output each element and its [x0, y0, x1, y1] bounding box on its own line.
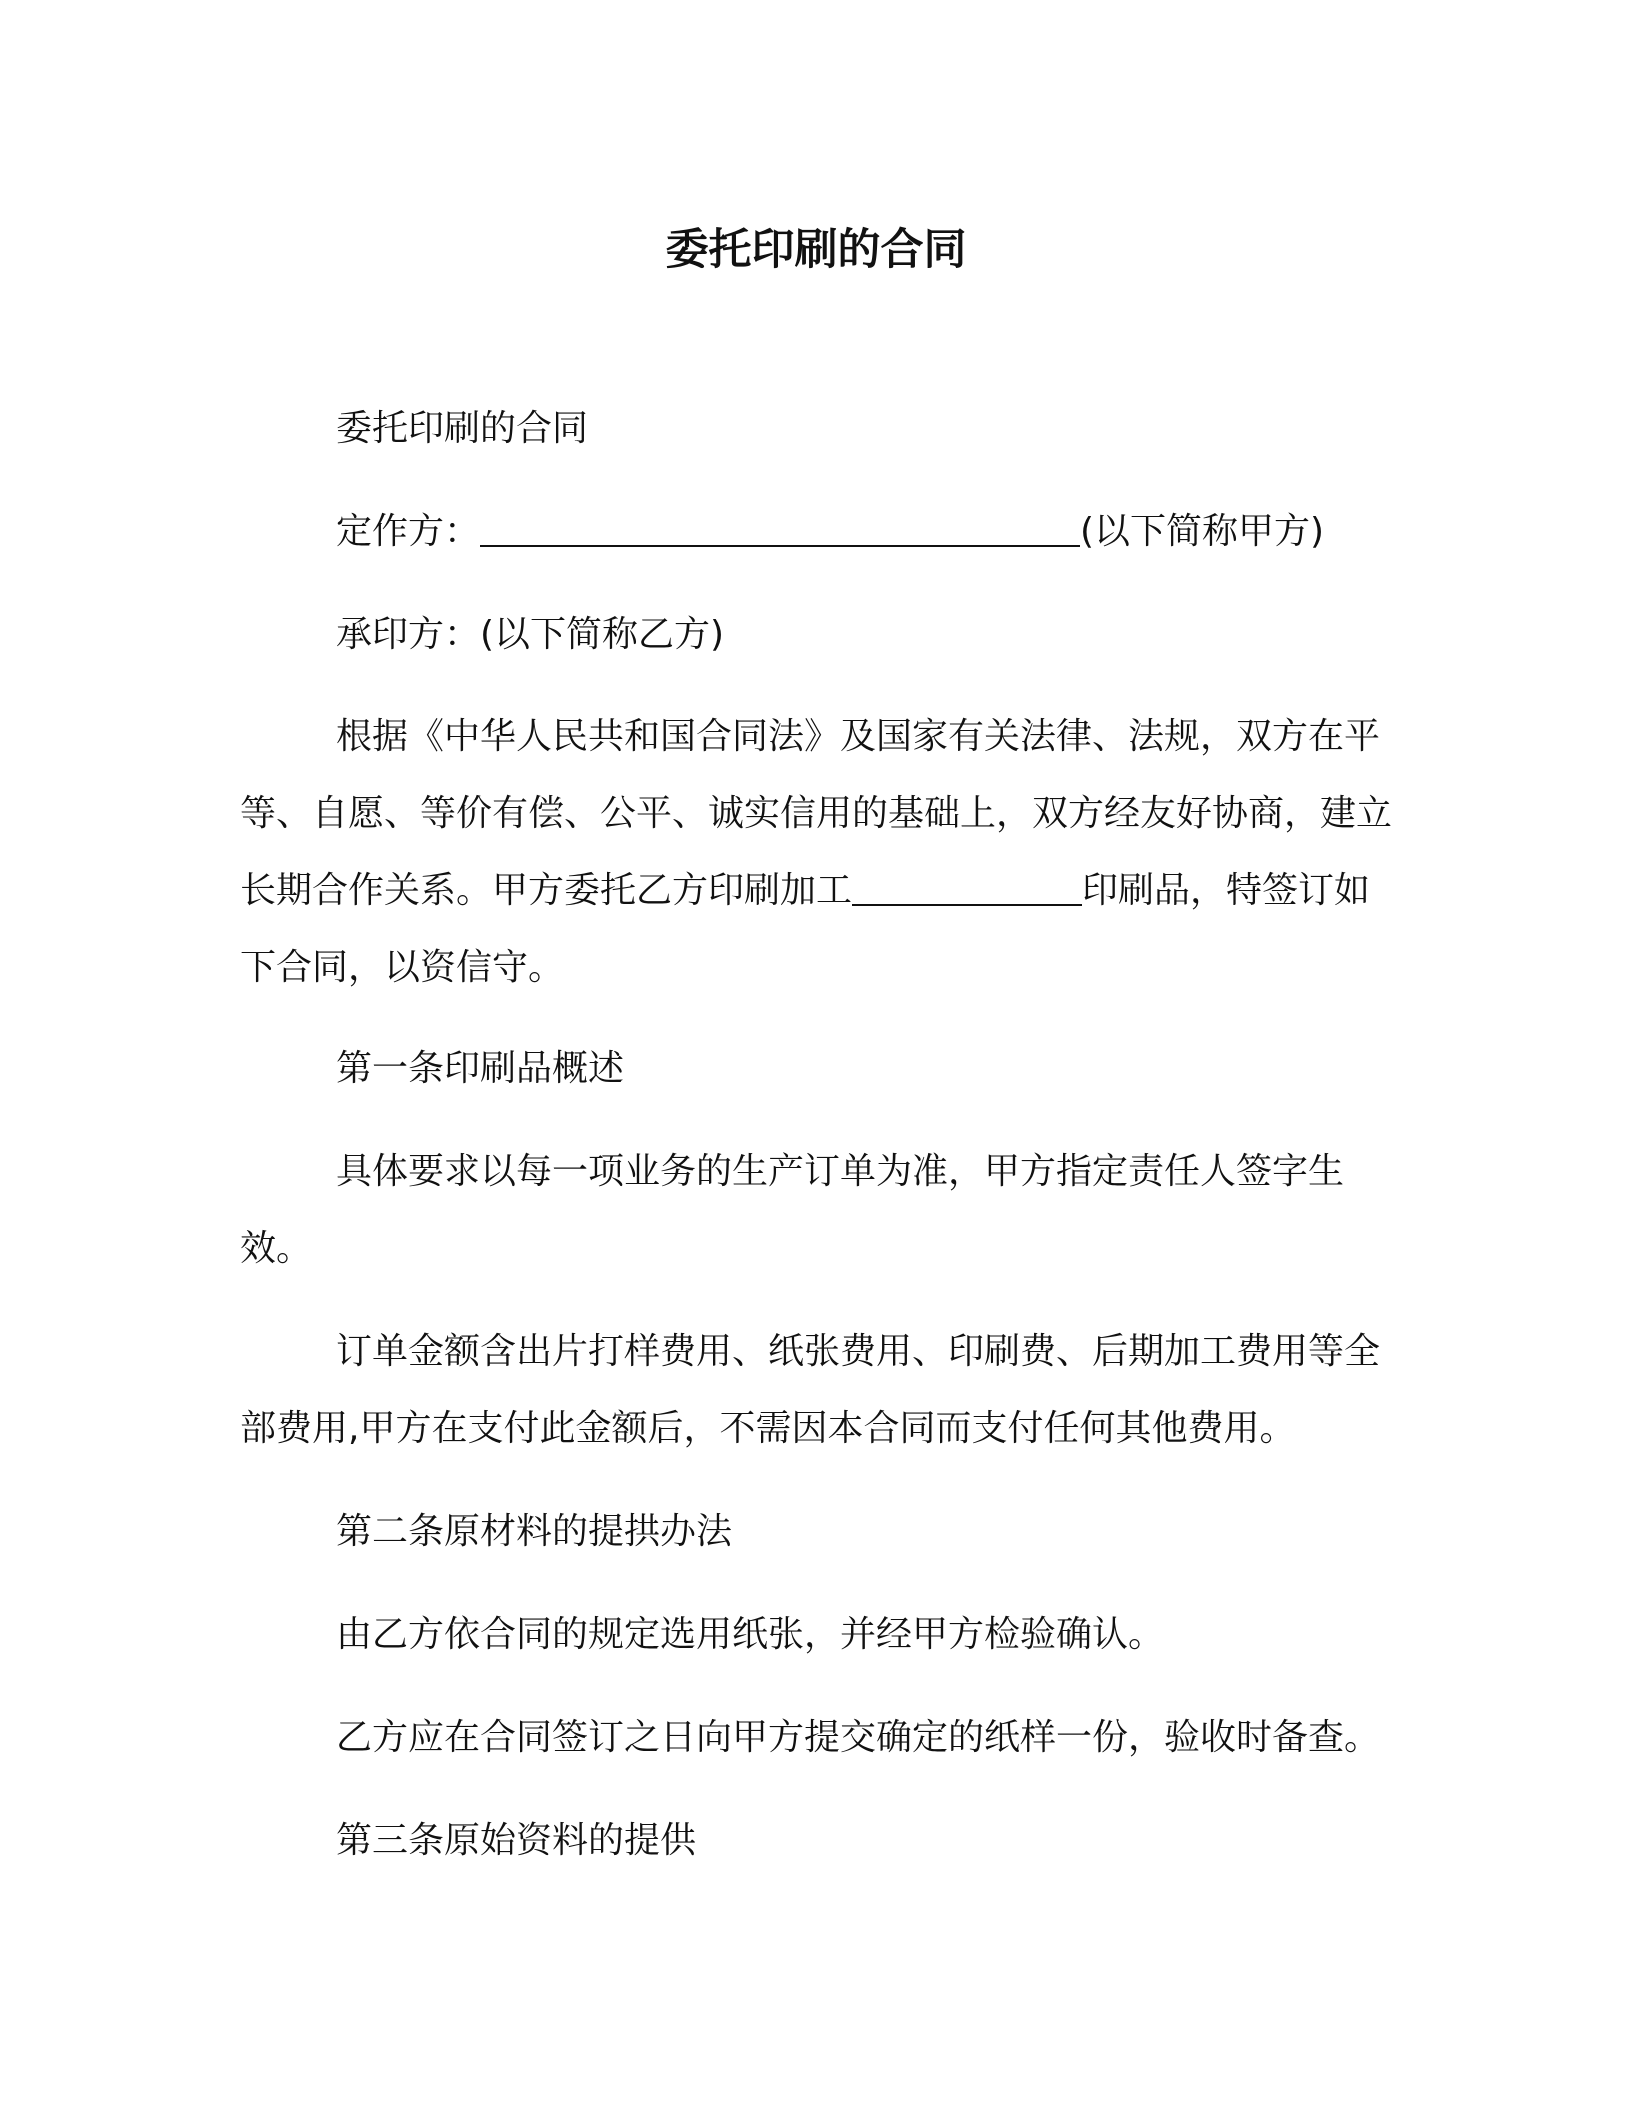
party-b-line: 承印方：(以下简称乙方) [336, 614, 725, 655]
document-title: 委托印刷的合同 [665, 225, 967, 275]
article1-paragraph-1: 具体要求以每一项业务的生产订单为准，甲方指定责任人签字生效。 [240, 1151, 1345, 1269]
party-a-label: 定作方： [336, 511, 481, 552]
preamble-text-2: 印刷品，特签订如下合同，以资信守。 [240, 870, 1371, 988]
article1-paragraph-2: 订单金额含出片打样费用、纸张费用、印刷费、后期加工费用等全部费用,甲方在支付此金额后，不需因本合同而支付任何其他费用。 [240, 1331, 1381, 1449]
party-a-blank [480, 509, 1080, 547]
subtitle-line: 委托印刷的合同 [336, 408, 589, 449]
article2-paragraph-1: 由乙方依合同的规定选用纸张，并经甲方检验确认。 [336, 1614, 1165, 1655]
preamble-text-1: 根据《中华人民共和国合同法》及国家有关法律、法规，双方在平等、自愿、等价有偿、公平、诚实信用的基础上，双方经友好协商，建立长期合作关系。甲方委托乙方印刷加工 [240, 716, 1393, 911]
article2-heading: 第二条原材料的提拱办法 [336, 1511, 733, 1552]
preamble-paragraph [240, 698, 1400, 1006]
print-item-blank [852, 868, 1082, 906]
party-a-line [336, 493, 1324, 570]
article2-paragraph-2: 乙方应在合同签订之日向甲方提交确定的纸样一份，验收时备查。 [336, 1717, 1381, 1758]
article3-heading: 第三条原始资料的提供 [336, 1820, 697, 1861]
article1-heading: 第一条印刷品概述 [336, 1048, 625, 1089]
party-a-suffix: (以下简称甲方) [1080, 511, 1325, 552]
